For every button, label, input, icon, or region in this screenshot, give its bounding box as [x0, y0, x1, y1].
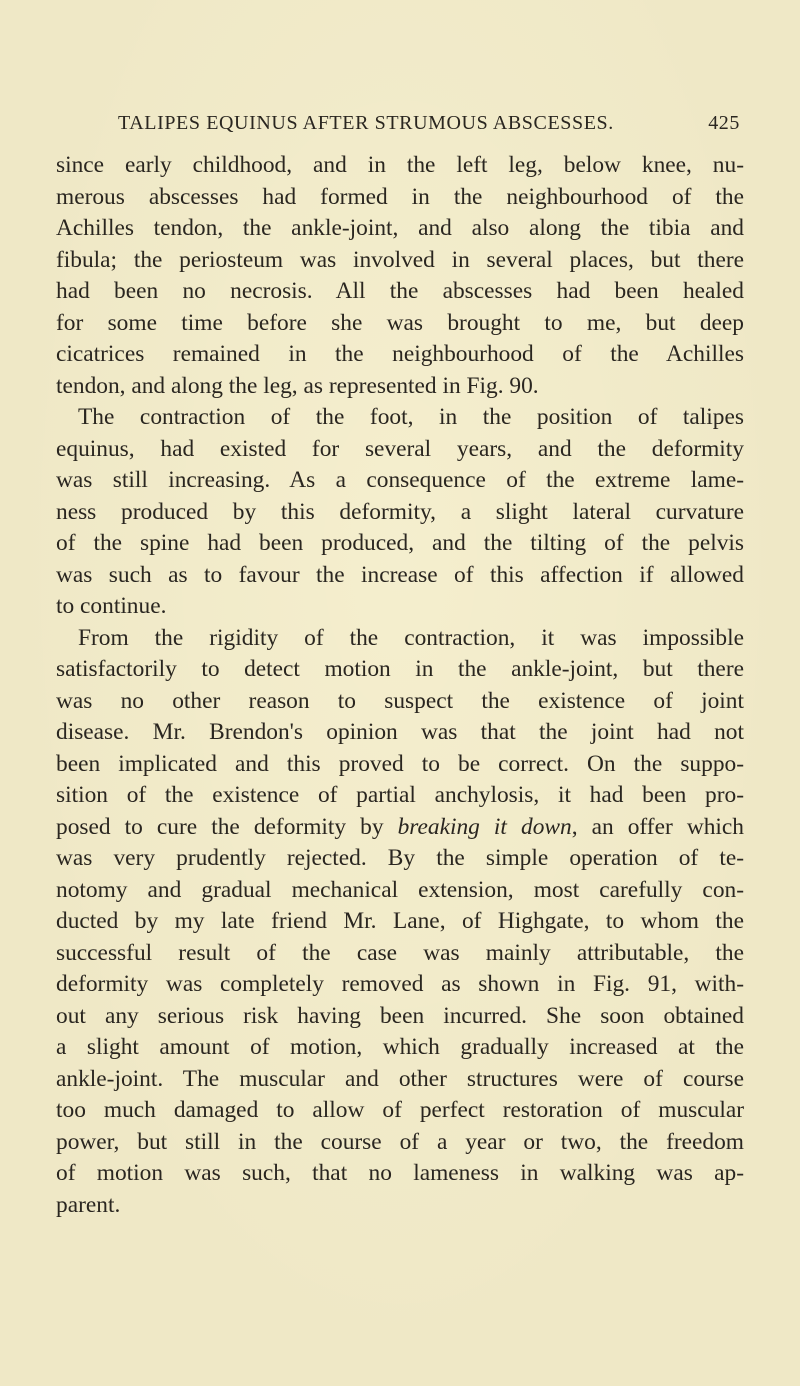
text-line: satisfactorily to detect motion in the ankle-joint, but there	[56, 656, 744, 682]
text-line	[56, 812, 744, 844]
text-line: Achilles tendon, the ankle-joint, and also along the tibia and	[56, 215, 744, 241]
text-line: ankle-joint. The muscular and other structures were of course	[56, 1065, 744, 1092]
text-line: of motion was such, that no lameness in walking was ap-	[56, 1160, 744, 1186]
text-line: cicatrices remained in the neighbourhood of the Achilles	[56, 341, 744, 367]
text-line: was such as to favour the increase of this affection if allowed	[56, 561, 744, 588]
text-line: had been no necrosis. All the abscesses had been healed	[56, 278, 744, 304]
text-line: tendon, and along the leg, as represented in Fig. 90.	[56, 372, 539, 399]
text-line-after: , an offer which	[571, 813, 744, 840]
text-line: power, but still in the course of a year or two, the freedom	[56, 1128, 744, 1155]
text-line: successful result of the case was mainly attributable, the	[56, 939, 744, 966]
text-line: fibula; the periosteum was involved in several places, but there	[56, 246, 744, 273]
text-line: was still increasing. As a consequence of the extreme lame-	[56, 467, 744, 493]
italic-phrase: breaking it down	[397, 813, 572, 840]
text-line: The contraction of the foot, in the position of talipes	[78, 404, 744, 430]
body-text	[56, 150, 744, 1221]
text-line: been implicated and this proved to be correct. On the suppo-	[56, 750, 744, 777]
text-line: too much damaged to allow of perfect restoration of muscular	[56, 1097, 744, 1123]
text-line: a slight amount of motion, which gradually increased at the	[56, 1034, 744, 1060]
text-line: of the spine had been produced, and the tilting of the pelvis	[56, 530, 744, 556]
text-line: parent.	[56, 1191, 121, 1218]
text-line: ducted by my late friend Mr. Lane, of Highgate, to whom the	[56, 908, 744, 934]
running-head-title: TALIPES EQUINUS AFTER STRUMOUS ABSCESSES.	[118, 112, 614, 134]
text-line: out any serious risk having been incurred. She soon obtained	[56, 1002, 744, 1029]
text-line: sition of the existence of partial anchylosis, it had been pro-	[56, 782, 744, 808]
text-line: was no other reason to suspect the existence of joint	[56, 687, 744, 714]
text-line: was very prudently rejected. By the simple operation of te-	[56, 845, 744, 871]
text-line: ness produced by this deformity, a slight lateral curvature	[56, 498, 744, 525]
text-line: merous abscesses had formed in the neighbourhood of the	[56, 183, 744, 210]
running-head	[118, 112, 740, 142]
page-number: 425	[708, 112, 740, 134]
text-line: to continue.	[56, 593, 167, 619]
text-line: deformity was completely removed as shown in Fig. 91, with-	[56, 971, 744, 997]
text-line: equinus, had existed for several years, and the deformity	[56, 435, 744, 462]
text-line: for some time before she was brought to me, but deep	[56, 309, 744, 336]
text-line: disease. Mr. Brendon's opinion was that the joint had not	[56, 719, 744, 745]
text-line: From the rigidity of the contraction, it was impossible	[78, 624, 744, 651]
text-line-before: posed to cure the deformity by	[56, 813, 398, 840]
text-line: since early childhood, and in the left leg, below knee, nu-	[56, 152, 744, 178]
text-line: notomy and gradual mechanical extension, most carefully con-	[56, 876, 744, 903]
